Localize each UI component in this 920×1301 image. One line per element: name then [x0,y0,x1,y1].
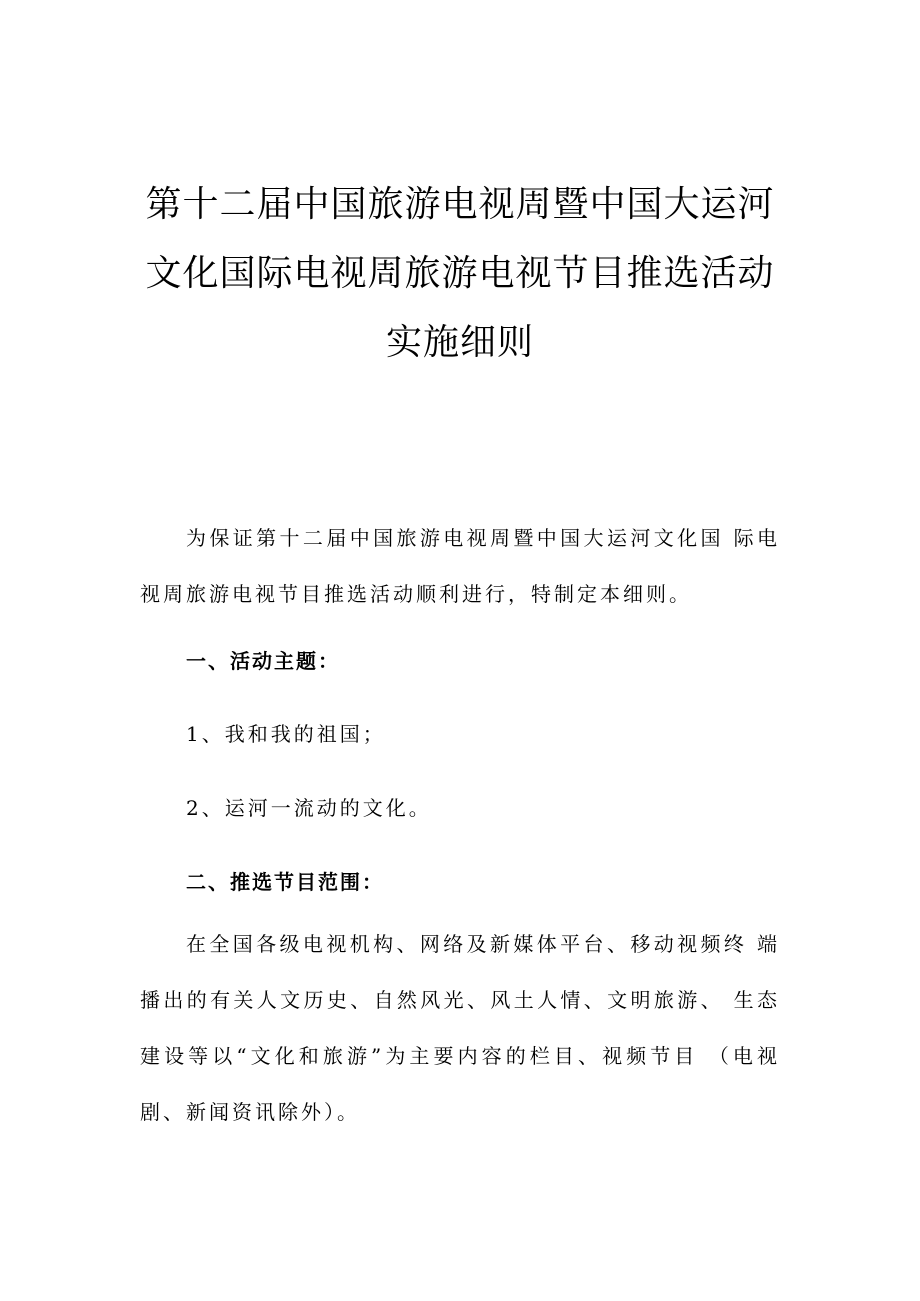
document-title-line-2: 文化国际电视周旅游电视节目推选活动 [145,253,775,294]
document-title-line-3: 实施细则 [385,322,534,363]
section-2-body: 在全国各级电视机构、网络及新媒体平台、移动视频终 端播出的有关人文历史、自然风光、风土人情、文明旅游、 生态建设等以“文化和旅游”为主要内容的栏目、视频节目 （电视剧、新闻资讯除外）。 [140,932,780,1124]
section-1-item-2: 2、运河一流动的文化。 [186,796,432,820]
section-1-heading: 一、活动主题： [186,649,340,673]
intro-paragraph: 为保证第十二届中国旅游电视周暨中国大运河文化国 际电视周旅游电视节目推选活动顺利进行，特制定本细则。 [140,526,780,606]
document-title-line-1: 第十二届中国旅游电视周暨中国大运河 [145,184,775,225]
section-2-heading: 二、推选节目范围： [186,870,384,894]
section-1-item-1: 1、我和我的祖国； [186,722,386,746]
